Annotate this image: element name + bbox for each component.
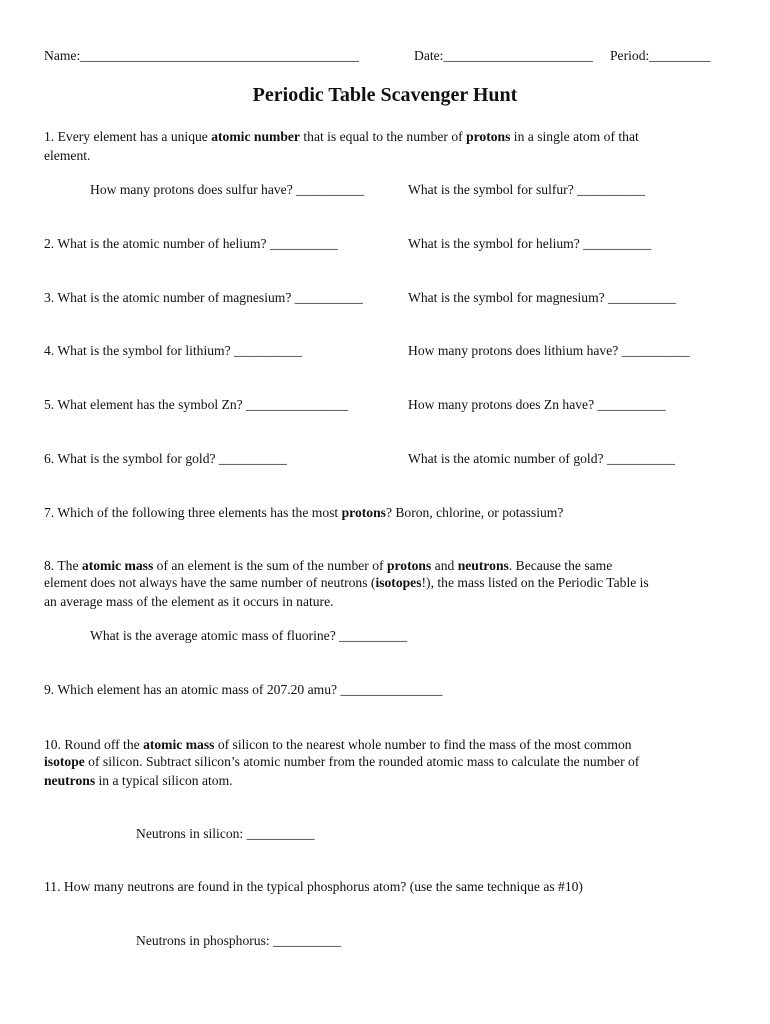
term-protons: protons bbox=[341, 505, 386, 520]
question-11: 11. How many neutrons are found in the typical phosphorus atom? (use the same technique as #10) bbox=[44, 879, 583, 894]
question-1-text-cont: element. bbox=[44, 148, 91, 163]
question-10-text: 10. Round off the atomic mass of silicon to the nearest whole number to find the mass of the most common bbox=[44, 737, 632, 752]
question-3a[interactable]: 3. What is the atomic number of magnesium? __________ bbox=[44, 290, 363, 305]
question-5a[interactable]: 5. What element has the symbol Zn? _______________ bbox=[44, 397, 349, 412]
question-9[interactable]: 9. Which element has an atomic mass of 207.20 amu? _______________ bbox=[44, 682, 443, 697]
term-atomic-mass: atomic mass bbox=[143, 737, 215, 752]
question-8-text-cont2: an average mass of the element as it occurs in nature. bbox=[44, 594, 334, 609]
term-neutrons: neutrons bbox=[44, 773, 96, 788]
question-1-text: 1. Every element has a unique atomic number that is equal to the number of protons in a single atom of that bbox=[44, 129, 639, 144]
question-4b[interactable]: How many protons does lithium have? __________ bbox=[408, 343, 690, 358]
term-isotope: isotope bbox=[44, 754, 85, 769]
question-8-text: 8. The atomic mass of an element is the sum of the number of protons and neutrons. Because the same bbox=[44, 558, 613, 573]
question-2b[interactable]: What is the symbol for helium? __________ bbox=[408, 236, 652, 251]
question-5b[interactable]: How many protons does Zn have? __________ bbox=[408, 397, 666, 412]
term-protons: protons bbox=[466, 129, 511, 144]
question-11-answer[interactable]: Neutrons in phosphorus: __________ bbox=[136, 933, 342, 948]
question-6b[interactable]: What is the atomic number of gold? __________ bbox=[408, 451, 675, 466]
question-1b[interactable]: What is the symbol for sulfur? __________ bbox=[408, 182, 646, 197]
question-7: 7. Which of the following three elements has the most protons? Boron, chlorine, or potassium? bbox=[44, 505, 564, 520]
term-neutrons: neutrons bbox=[457, 558, 509, 573]
question-10-answer[interactable]: Neutrons in silicon: __________ bbox=[136, 826, 315, 841]
term-atomic-mass: atomic mass bbox=[81, 558, 154, 573]
date-field[interactable]: Date:______________________ bbox=[414, 48, 593, 63]
question-10-text-cont: isotope of silicon. Subtract silicon’s atomic number from the rounded atomic mass to calculate the number of bbox=[44, 754, 640, 769]
term-atomic-number: atomic number bbox=[211, 129, 300, 144]
question-1a[interactable]: How many protons does sulfur have? __________ bbox=[90, 182, 365, 197]
page-title: Periodic Table Scavenger Hunt bbox=[252, 84, 518, 106]
term-isotopes: isotopes bbox=[375, 575, 422, 590]
question-8-text-cont: element does not always have the same number of neutrons (isotopes!), the mass listed on the Periodic Table is bbox=[44, 575, 649, 590]
question-10-text-cont2: neutrons in a typical silicon atom. bbox=[44, 773, 233, 788]
term-protons: protons bbox=[386, 558, 432, 573]
period-field[interactable]: Period:_________ bbox=[610, 48, 711, 63]
question-3b[interactable]: What is the symbol for magnesium? __________ bbox=[408, 290, 677, 305]
question-8-answer[interactable]: What is the average atomic mass of fluorine? __________ bbox=[90, 628, 408, 643]
question-4a[interactable]: 4. What is the symbol for lithium? __________ bbox=[44, 343, 303, 358]
question-6a[interactable]: 6. What is the symbol for gold? __________ bbox=[44, 451, 287, 466]
name-field[interactable]: Name:_________________________________________ bbox=[44, 48, 359, 63]
question-2a[interactable]: 2. What is the atomic number of helium? __________ bbox=[44, 236, 338, 251]
